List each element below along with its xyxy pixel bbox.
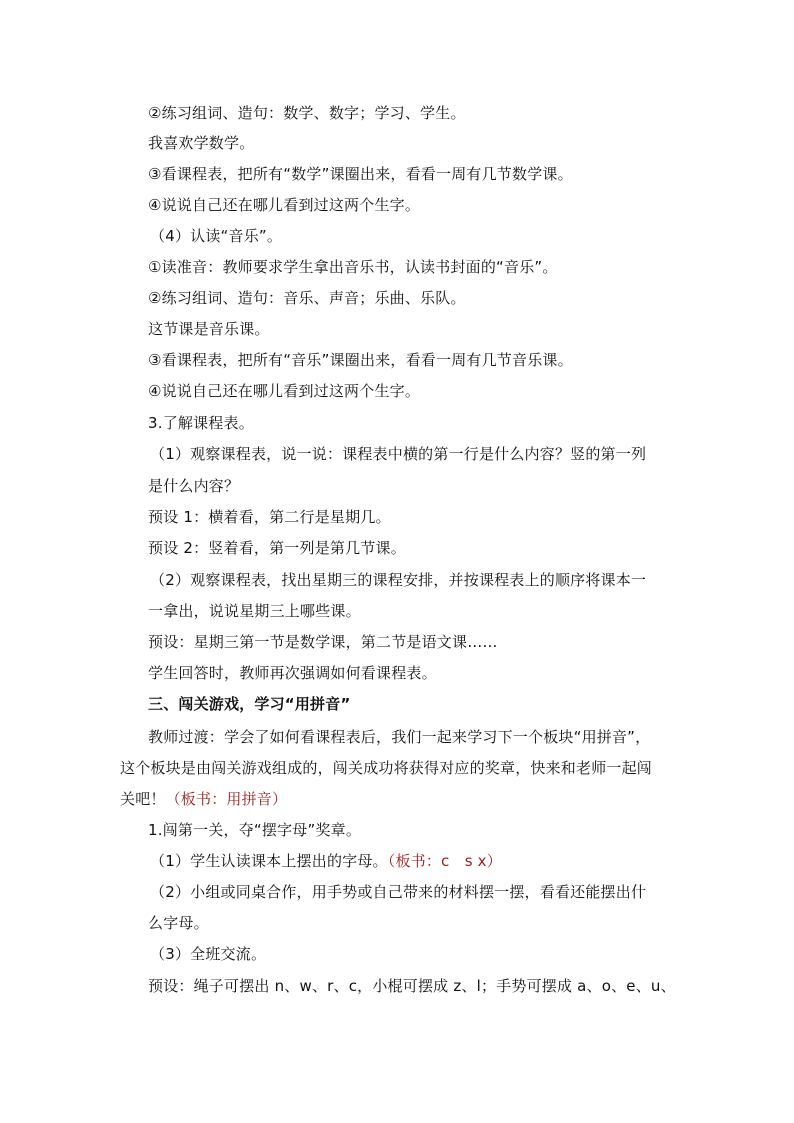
text-line: ③看课程表，把所有“音乐”课圈出来，看看一周有几节音乐课。: [148, 351, 573, 369]
text-line: （1）观察课程表，说一说：课程表中横的第一行是什么内容？竖的第一列: [150, 445, 647, 463]
text-line: 教师过渡：学会了如何看课程表后，我们一起来学习下一个板块“用拼音”，: [148, 728, 651, 746]
text-line: 预设 2：竖着看，第一列是第几节课。: [148, 539, 406, 557]
blackboard-note: （板书：c s x）: [387, 852, 502, 870]
text-line: （4）认读“音乐”。: [150, 227, 283, 245]
text-line: ①读准音：教师要求学生拿出音乐书，认读书封面的“音乐”。: [148, 258, 558, 276]
text-line: 这个板块是由闯关游戏组成的，闯关成功将获得对应的奖章，快来和老师一起闯: [120, 759, 653, 777]
section-heading: 三、闯关游戏，学习“用拼音”: [148, 695, 351, 713]
text-line: ④说说自己还在哪儿看到过这两个生字。: [148, 196, 421, 214]
text-line: （3）全班交流。: [150, 945, 267, 963]
text-line: （2）小组或同桌合作，用手势或自己带来的材料摆一摆，看看还能摆出什: [150, 883, 647, 901]
text-line: （2）观察课程表，找出星期三的课程安排，并按课程表上的顺序将课本一: [150, 571, 647, 589]
text-line: 学生回答时，教师再次强调如何看课程表。: [148, 664, 437, 682]
text-line: ③看课程表，把所有“数学”课圈出来，看看一周有几节数学课。: [148, 165, 573, 183]
text-line: ②练习组词、造句：数学、数字；学习、学生。: [148, 104, 466, 122]
text-line: [150, 851, 502, 871]
text-line: 1.闯第一关，夺“摆字母”奖章。: [148, 821, 362, 839]
blackboard-note: （板书：用拼音）: [165, 790, 288, 808]
text-line: 是什么内容？: [148, 477, 240, 495]
text-line: ④说说自己还在哪儿看到过这两个生字。: [148, 382, 421, 400]
text-line: 预设 1：横着看，第二行是星期几。: [148, 508, 391, 526]
text-fragment: 关吧！: [120, 790, 166, 808]
text-line: 我喜欢学数学。: [148, 134, 255, 152]
text-line: 预设：星期三第一节是数学课，第二节是语文课……: [148, 633, 498, 651]
text-line: 预设：绳子可摆出 n、w、r、c，小棍可摆成 z、l；手势可摆成 a、o、e、u、: [148, 977, 676, 995]
text-line: 这节课是音乐课。: [148, 320, 270, 338]
text-line: 么字母。: [148, 914, 209, 932]
text-line: 一拿出，说说星期三上哪些课。: [148, 602, 361, 620]
text-line: ②练习组词、造句：音乐、声音；乐曲、乐队。: [148, 289, 466, 307]
text-line: [120, 789, 287, 809]
text-fragment: （1）学生认读课本上摆出的字母。: [150, 852, 388, 870]
text-line: 3.了解课程表。: [148, 414, 254, 432]
